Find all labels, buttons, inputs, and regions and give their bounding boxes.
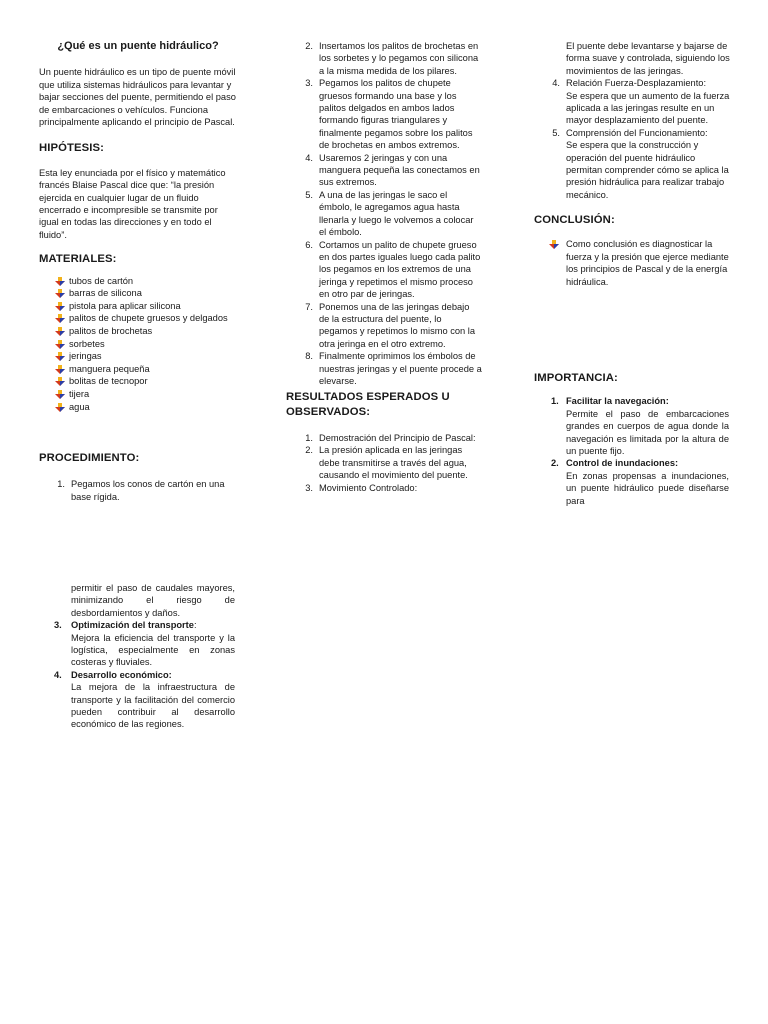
hipotesis-text: Esta ley enunciada por el físico y matemático francés Blaise Pascal dice que: “la presión ejercida en cualquier lugar de un fluido encerrado e incompresible se transmite por igual en todas las direcciones y en todo el fluido”. xyxy=(39,167,226,240)
resultados-list-cont xyxy=(546,77,731,201)
arrow-bullet-icon xyxy=(55,314,65,323)
importancia-item-title: Control de inundaciones: xyxy=(566,458,679,469)
importancia-cont-text: permitir el paso de caudales mayores, minimizando el riesgo de desbordamientos y daños. xyxy=(71,583,235,618)
conclusion-heading: CONCLUSIÓN: xyxy=(534,214,615,226)
list-item: manguera pequeña xyxy=(39,363,237,376)
importancia-item-text: Mejora la eficiencia del transporte y la logística, especialmente en zonas costeras y fluviales. xyxy=(71,632,235,668)
resultado-3-continued: El puente debe levantarse y bajarse de forma suave y controlada, siguiendo los movimientos de las jeringas. xyxy=(566,41,730,76)
intro-text: Un puente hidráulico es un tipo de puente móvil que utiliza sistemas hidráulicos para levantar y bajar secciones del puente, permitiendo el paso de embarcaciones o vehículos. Funciona principalmente aplicando el principio de Pascal. xyxy=(39,67,236,128)
list-item: bolitas de tecnopor xyxy=(39,375,237,388)
list-item: 3. Pegamos los palitos de chupete gruesos formando una base y los palitos delgados en ambos lados formando figuras triangulares y finalmente pegamos sobre los palitos de brochetas en ambos extremos. xyxy=(305,78,473,151)
list-item: 1. Demostración del Principio de Pascal: xyxy=(305,433,476,443)
page-title: ¿Qué es un puente hidráulico? xyxy=(57,40,219,52)
importancia-section: IMPORTANCIA: 1. Facilitar la navegación: Permite el paso de embarcaciones grandes en cuerpos de agua donde la navegación es limitada por la altura de un puente fijo. 2. Control de inundaciones: En zonas propensas a inundaciones, un puente hidráulico puede diseñarse para xyxy=(534,372,729,506)
column-2 xyxy=(299,40,482,387)
importancia-item-text: Permite el paso de embarcaciones grandes en cuerpos de agua donde la navegación es limitada por la altura de un puente fijo. xyxy=(566,408,729,457)
resultados-list xyxy=(286,432,482,494)
arrow-bullet-icon xyxy=(55,302,65,311)
list-item: Como conclusión es diagnosticar la fuerza y la presión que ejerce mediante los principios de Pascal y de la energía hidráulica. xyxy=(534,238,732,288)
list-item: sorbetes xyxy=(39,338,237,351)
list-item: jeringas xyxy=(39,350,237,363)
list-item: 7. Ponemos una de las jeringas debajo de la estructura del puente, lo pegamos y repetimos lo mismo con la otra jeringa en el otro extremo. xyxy=(305,301,476,349)
list-item: 4. Relación Fuerza-Desplazamiento: Se espera que un aumento de la fuerza aplicada a las jeringas resulte en un mayor desplazamiento del puente. xyxy=(552,78,730,126)
list-item: 5. Comprensión del Funcionamiento: Se espera que la construcción y operación del puente hidráulico permitan comprender cómo se aplica la presión hidráulica para realizar trabajo mecánico. xyxy=(552,127,729,200)
importancia-item-text: La mejora de la infraestructura de transporte y la facilitación del comercio pueden contribuir al desarrollo económico de las regiones. xyxy=(71,682,235,730)
resultados-heading: RESULTADOS ESPERADOS U OBSERVADOS: xyxy=(286,391,450,418)
list-item: 2. La presión aplicada en las jeringas debe transmitirse a través del agua, causando el movimiento del puente. xyxy=(305,445,468,481)
list-item: agua xyxy=(39,401,237,414)
list-item: 3. Movimiento Controlado: xyxy=(305,482,418,493)
importancia-item-title: Optimización del transporte xyxy=(71,620,194,631)
list-item: 4. Usaremos 2 jeringas y con una manguera pequeña las conectamos en sus extremos. xyxy=(305,152,480,188)
procedimiento-heading: PROCEDIMIENTO: xyxy=(39,452,140,464)
conclusion-section xyxy=(534,214,732,288)
list-item: 5. A una de las jeringas le saco el émbolo, le agregamos agua hasta llenarla y luego le volvemos a colocar el émbolo. xyxy=(305,189,474,238)
list-item: pistola para aplicar silicona xyxy=(39,300,237,313)
arrow-bullet-icon xyxy=(55,352,65,361)
importancia-item-title: Facilitar la navegación: xyxy=(566,396,669,407)
list-item: tubos de cartón xyxy=(39,275,237,288)
importancia-continued: permitir el paso de caudales mayores, minimizando el riesgo de desbordamientos y daños. 3. Optimización del transporte: Mejora la eficiencia del transporte y la logística, especialmente en zonas costeras y fluviales. 4. Desarrollo económico: La mejora de la infraestructura de transporte y la facilitación del comercio pueden contribuir al desarrollo económico de las regiones. xyxy=(54,583,235,730)
conclusion-list xyxy=(534,238,732,288)
list-item: barras de silicona xyxy=(39,287,237,300)
materiales-heading: MATERIALES: xyxy=(39,253,117,266)
arrow-bullet-icon xyxy=(55,327,65,336)
procedimiento-section xyxy=(39,452,237,503)
procedimiento-list xyxy=(39,478,237,503)
arrow-bullet-icon xyxy=(55,289,65,298)
list-item: 8. Finalmente oprimimos los émbolos de nuestras jeringas y el puente procede a elevarse. xyxy=(305,351,482,386)
hipotesis-heading: HIPÓTESIS: xyxy=(39,142,105,155)
list-item: 2. Insertamos los palitos de brochetas en los sorbetes y lo pegamos con silicona a la misma medida de los pilares. xyxy=(305,41,479,76)
arrow-bullet-icon xyxy=(55,340,65,349)
arrow-bullet-icon xyxy=(55,390,65,399)
list-item: palitos de chupete gruesos y delgados xyxy=(39,312,237,325)
importancia-heading: IMPORTANCIA: xyxy=(534,372,618,384)
column-1 xyxy=(39,40,237,413)
list-item: tijera xyxy=(39,388,237,401)
importancia-item-text: En zonas propensas a inundaciones, un puente hidráulico puede diseñarse para xyxy=(566,470,729,506)
procedimiento-list-cont xyxy=(299,40,482,387)
list-item: palitos de brochetas xyxy=(39,325,237,338)
list-item: 1. Pegamos los conos de cartón en una base rígida. xyxy=(57,479,225,502)
column-3 xyxy=(546,40,731,201)
arrow-bullet-icon xyxy=(55,365,65,374)
arrow-bullet-icon xyxy=(55,403,65,412)
arrow-bullet-icon xyxy=(549,240,559,249)
arrow-bullet-icon xyxy=(55,277,65,286)
list-item: 6. Cortamos un palito de chupete grueso en dos partes iguales luego cada palito los pegamos en los extremos de una jeringa y repetimos el mismo proceso en otro par de jeringas. xyxy=(305,239,481,300)
materiales-list xyxy=(39,275,237,414)
arrow-bullet-icon xyxy=(55,377,65,386)
importancia-item-title: Desarrollo económico: xyxy=(71,669,172,680)
resultados-section xyxy=(286,390,482,494)
